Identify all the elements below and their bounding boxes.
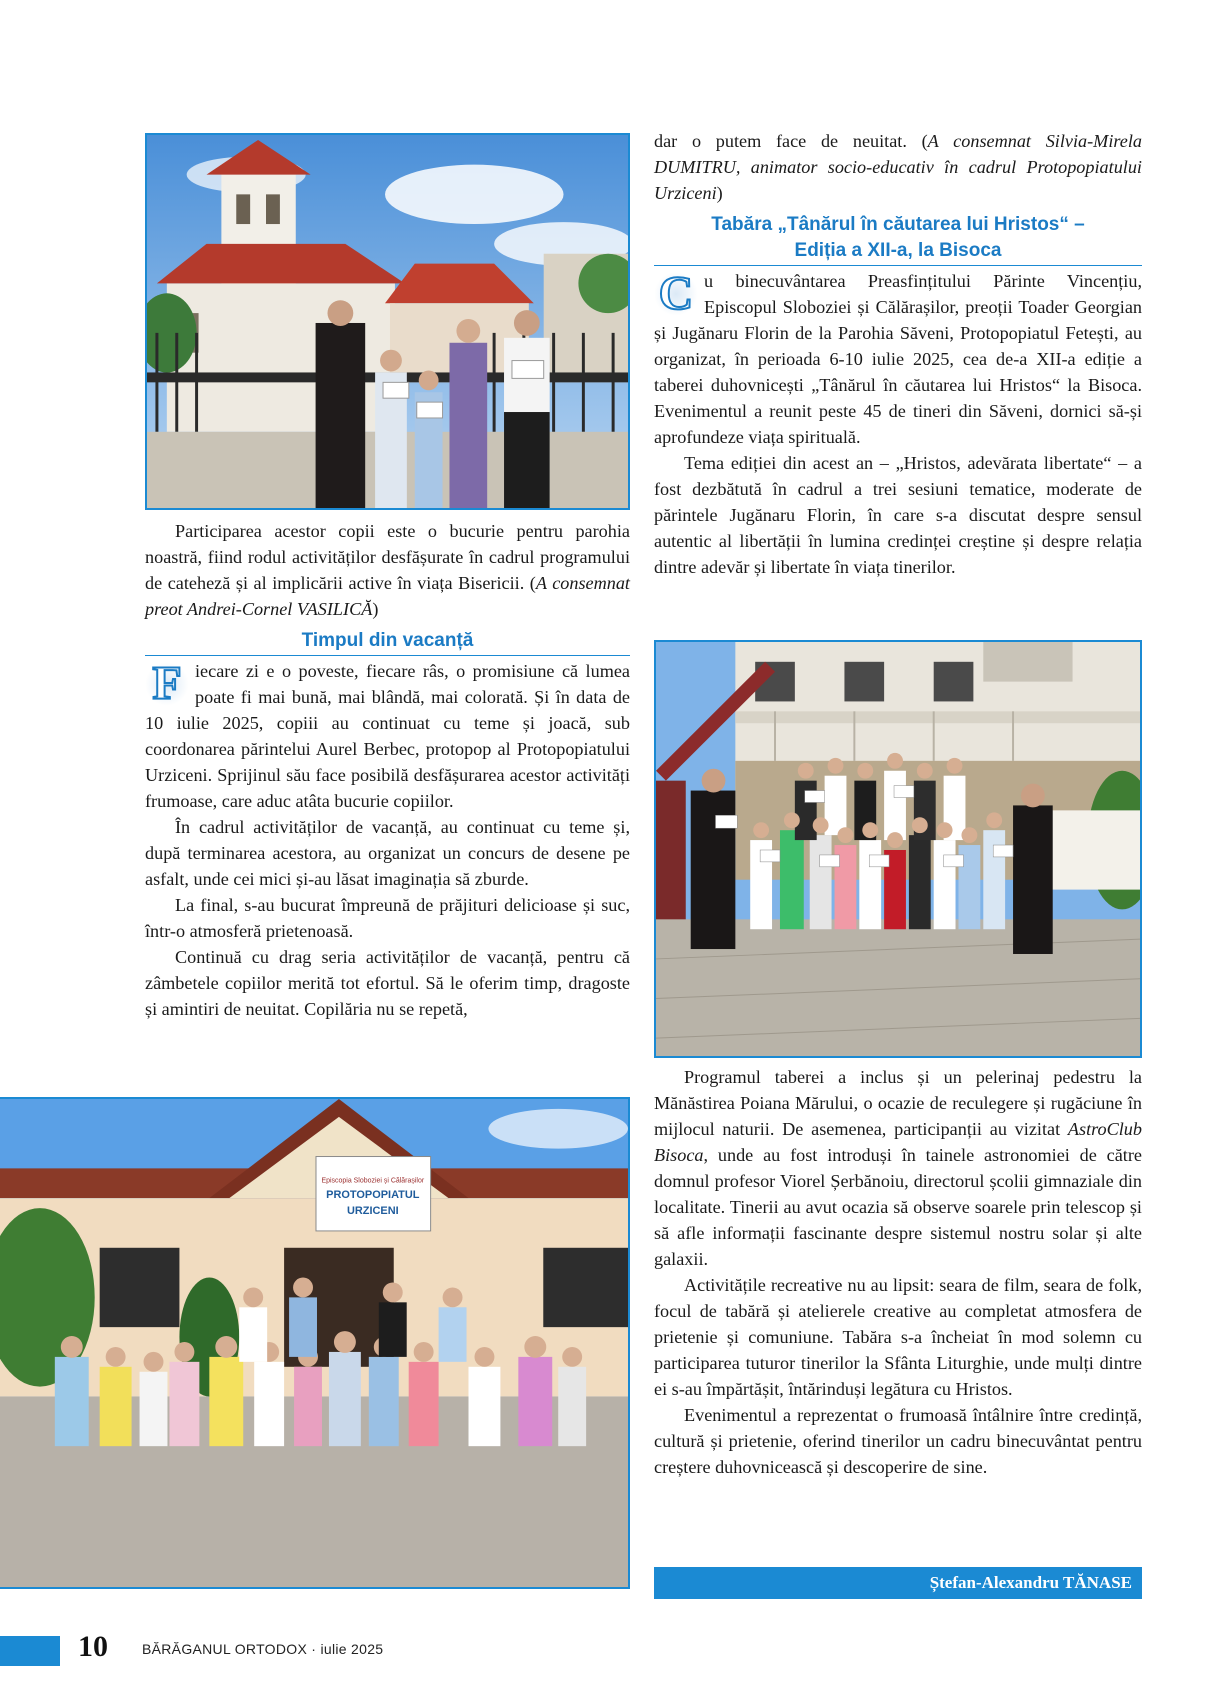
continuation-paragraph: dar o putem face de neuitat. (A consemnat Silvia-Mirela DUMITRU, animator socio-educativ în cadrul Protopopiatului Urziceni) — [654, 131, 1142, 203]
continuation-credit: A consemnat Silvia-Mirela DUMITRU, animator socio-educativ în cadrul Protopopiatului Urziceni — [654, 131, 1142, 203]
page-number: 10 — [78, 1630, 108, 1663]
article-paragraph: C u binecuvântarea Preasfințitului Părinte Vincențiu, Episcopul Sloboziei și Călărașilor, preoții Toader Georgian și Jugănaru Florin de la Parohia Săveni, Protopopiatul Fetești, au organizat, în perioada 6-10 iulie 2025, cea de-a XII-a ediție a taberei duhovnicești „Tânărul în căutarea lui Hristos“ la Bisoca. Evenimentul a reunit peste 45 de tineri din Săveni, dornici să-și aprofundeze viața spirituală. — [654, 267, 1142, 447]
left-column-text — [145, 518, 630, 1022]
astroclub-name: AstroClub Bisoca — [654, 1119, 1142, 1165]
article-paragraph: La final, s-au bucurat împreună de prăjituri delicioase și suc, într-o atmosferă prietenoasă. — [145, 895, 630, 941]
photo-church-group — [145, 133, 630, 510]
photo-children-protopopiat — [0, 1097, 630, 1589]
article-paragraph: F iecare zi e o poveste, fiecare râs, o promisiune că lumea poate fi mai bună, mai blândă, mai colorată. Și în data de 10 iulie 2025, copiii au continuat cu teme și joacă, sub coordonarea părintelui Aurel Berbec, protopop al Protopopiatului Urziceni. Sprijinul său face posibilă desfășurarea acestor activități frumoase, care aduc atâta bucurie copiilor. — [145, 657, 630, 811]
dropcap-letter: C — [654, 272, 698, 316]
author-signature: Ștefan-Alexandru TĂNASE — [654, 1567, 1142, 1599]
section-title-line1: Tabăra „Tânărul în căutarea lui Hristos“ – — [711, 214, 1085, 235]
section-title-tabara — [654, 212, 1142, 266]
article-paragraph: Tema ediției din acest an – „Hristos, adevărata libertate“ – a fost dezbătută în cadrul a trei sesiuni tematice, moderate de părintele Jugănaru Florin, în care s-a discutat despre sensul autentic al libertății în lumina credinței creștine și despre relația dintre adevăr și libertate în viața tinerilor. — [654, 453, 1142, 577]
article-paragraph: Activitățile recreative nu au lipsit: seara de film, seara de folk, focul de tabără și atelierele creative au completat atmosfera de prietenie și comuniune. Tabăra s-a încheiat în mod solemn cu participarea tuturor tinerilor la Sfânta Liturghie, unde mulți dintre ei s-au împărtășit, întărinduși legătura cu Hristos. — [654, 1275, 1142, 1399]
section-title-line2: Ediția a XII-a, la Bisoca — [794, 240, 1002, 261]
caption-paragraph: Participarea acestor copii este o bucurie pentru parohia noastră, fiind rodul activităților desfășurate în cadrul programului de cateheză și al implicării active în viața Bisericii. (A consemnat preot Andrei-Cornel VASILICĂ) — [145, 521, 630, 619]
sign-text-line2: PROTOPOPIATUL — [326, 1189, 420, 1202]
article-paragraph: În cadrul activităților de vacanță, au continuat cu teme și, după terminarea acestora, au organizat un concurs de desene pe asfalt, unde cei mici și-au lăsat imaginația să zburde. — [145, 817, 630, 889]
right-column-text-bottom — [654, 1064, 1142, 1480]
caption-credit: A consemnat preot Andrei-Cornel VASILICĂ — [145, 573, 630, 619]
right-column-text-top — [654, 128, 1142, 580]
publication-name: BĂRĂGANUL ORTODOX · iulie 2025 — [142, 1641, 384, 1657]
article-paragraph: Programul taberei a inclus și un pelerinaj pedestru la Mănăstirea Poiana Mărului, o ocazie de reculegere și rugăciune în mijlocul naturii. De asemenea, participanții au vizitat AstroClub Bisoca, unde au fost introduși în tainele astronomiei de către domnul profesor Viorel Șerbănoiu, directorul școlii gimnaziale din localitate. Tinerii au avut ocazia să observe soarele prin telescop și să afle informații fascinante despre sistemul nostru solar și alte galaxii. — [654, 1067, 1142, 1269]
dropcap-letter: F — [145, 662, 189, 706]
sign-text-line3: URZICENI — [346, 1205, 399, 1218]
article-paragraph: Evenimentul a reprezentat o frumoasă întâlnire între credință, cultură și prietenie, oferind tinerilor un cadru binecuvântat pentru creștere duhovnicească și descoperire de sine. — [654, 1405, 1142, 1477]
footer-accent-bar — [0, 1636, 60, 1666]
photo-bisoca-camp-group — [654, 640, 1142, 1058]
section-title-vacanta: Timpul din vacanță — [145, 628, 630, 656]
sign-text-line1: Episcopia Sloboziei și Călărașilor — [321, 1177, 425, 1185]
article-paragraph: Continuă cu drag seria activităților de vacanță, pentru că zâmbetele copiilor merită tot efortul. Să le oferim timp, dragoste și amintiri de neuitat. Copilăria nu se repetă, — [145, 947, 630, 1019]
